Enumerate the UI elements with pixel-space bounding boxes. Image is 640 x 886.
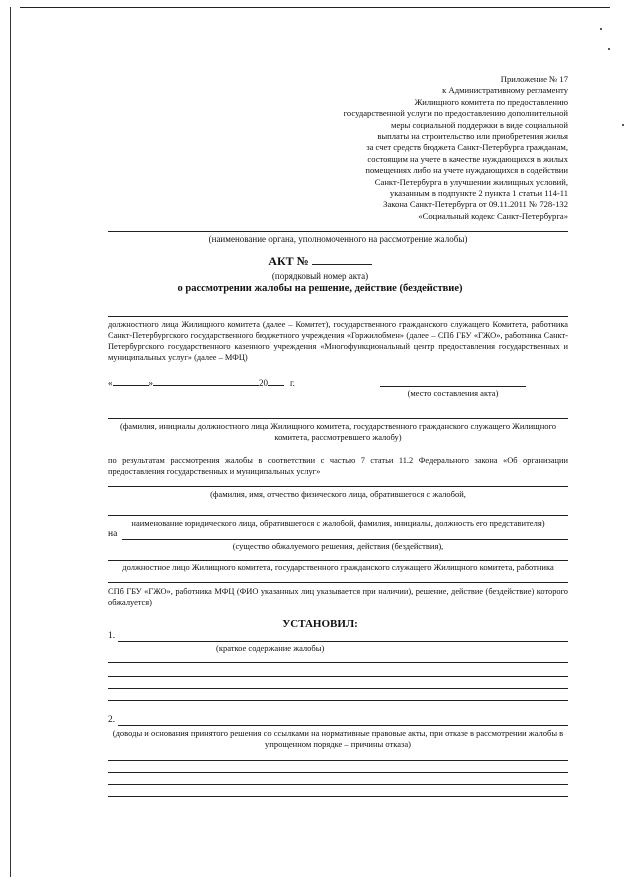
item1-blank-line [108,700,568,701]
item1-blank-line [108,688,568,689]
appendix-line: «Социальный кодекс Санкт-Петербурга» [418,210,568,221]
appendix-line: к Административному регламенту [442,85,568,96]
appendix-line: меры социальной поддержки в виде социальной [391,119,568,130]
established-heading: УСТАНОВИЛ: [282,618,358,630]
item2-blank-line [108,796,568,797]
appendix-line: Санкт-Петербурга в улучшении жилищных условий, [374,176,568,187]
scan-frame-left [10,7,11,877]
day-line [113,376,149,386]
act-title-label: АКТ № [268,254,309,268]
item2-blank-line [108,784,568,785]
essence-line [122,539,568,540]
organ-caption: (наименование органа, уполномоченного на рассмотрение жалобы) [208,234,468,244]
item2-caption: (доводы и основания принятого решения со ссылками на нормативные правовые акты, при отказе в рассмотрении жалобы в упрощенном порядке – причины отказа) [112,728,564,749]
appendix-line: государственной услуги по предоставлению дополнительной [343,108,568,119]
act-number-line [312,254,372,265]
item2-blank-line [108,760,568,761]
item2-blank-line [108,772,568,773]
appendix-line: за счет средств бюджета Санкт-Петербурга гражданам, [366,142,568,153]
scan-dot [600,28,602,30]
scan-frame-top [20,7,610,8]
appendix-line: выплаты на строительство или приобретения жилья [377,131,568,142]
official-text: должностного лица Жилищного комитета (далее – Комитет), государственного гражданского служащего Комитета, работника Санкт-Петербургского государственного бюджетного учреждения «Горжилобмен» (далее – СПб ГБУ «ГЖО», работника Санкт-Петербургского государственного казенного учреждения «Многофункциональный центр предоставления государственных и муниципальных услуг» (далее – МФЦ) [108,320,568,362]
date-row [108,376,295,389]
gzho-text: СПб ГБУ «ГЖО», работника МФЦ (ФИО указанных лиц указывается при наличии), решение, действие (бездействие) которого обжалуется) [108,587,568,607]
item2-number: 2. [108,715,116,725]
official-caption: должностное лицо Жилищного комитета, государственного гражданского служащего Жилищного комитета, работника [122,562,554,572]
reviewer-line [108,418,568,419]
scan-dot [622,124,624,126]
place-line [380,386,526,387]
legal-caption: наименование юридического лица, обратившегося с жалобой, фамилия, инициалы, должность его представителя) [131,518,545,528]
date-open-quote: « [108,378,113,388]
official-name-line [108,560,568,561]
year-prefix: 20 [259,378,268,388]
item1-number: 1. [108,631,116,641]
act-number-caption: (порядковый номер акта) [271,271,369,281]
applicant-line [108,486,568,487]
appendix-line: Приложение № 17 [500,74,568,84]
appendix-line: Жилищного комитета по предоставлению [414,96,568,107]
gzho-line [108,582,568,583]
appendix-line: помещениях либо на учете нуждающихся в содействии [365,165,568,176]
date-close-quote: » [148,378,153,388]
month-line [153,376,259,386]
item1-line [118,641,568,642]
item1-caption: (краткое содержание жалобы) [216,643,325,653]
act-subtitle: о рассмотрении жалобы на решение, действие (бездействие) [177,283,463,294]
appendix-line: состоящим на учете в качестве нуждающихся в жилых [367,153,568,164]
item1-blank-line [108,662,568,663]
essence-caption: (существо обжалуемого решения, действия (бездействия), [232,541,444,551]
scan-dot [608,48,610,50]
act-title [0,254,640,269]
appendix-header [268,74,568,222]
official-line [108,316,568,317]
item2-line [118,725,568,726]
on-label: на [108,529,118,539]
appendix-line: указанным в подпункте 2 пункта 1 статьи 114-11 [389,188,568,199]
item1-blank-line [108,676,568,677]
appendix-line: Закона Санкт-Петербурга от 09.11.2011 № 728-132 [383,199,568,210]
organ-name-line [108,231,568,232]
applicant-caption: (фамилия, имя, отчество физического лица, обратившегося с жалобой, [210,489,466,499]
results-text: по результатам рассмотрения жалобы в соответствии с частью 7 статьи 11.2 Федерального закона «Об организации предоставления государственных и муниципальных услуг» [108,456,568,476]
reviewer-caption: (фамилия, инициалы должностного лица Жилищного комитета, государственного гражданского служащего Жилищного комитета, рассмотревшего жалобу) [119,421,557,442]
year-suffix: г. [290,378,295,388]
legal-line [108,515,568,516]
year-line [268,376,284,386]
place-caption: (место составления акта) [407,388,499,398]
